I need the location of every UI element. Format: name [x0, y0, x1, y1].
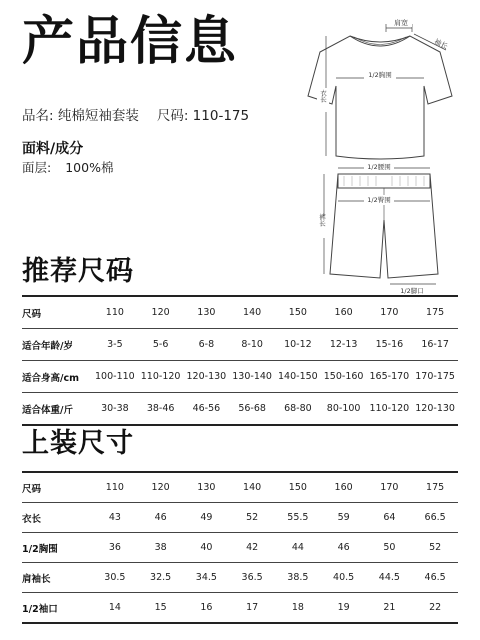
pants-length-label: 裤长: [318, 213, 326, 227]
table-row: [22, 472, 458, 503]
recommend-size-title: 推荐尺码: [22, 256, 134, 287]
table-cell: 170: [380, 307, 399, 318]
table-cell: 46: [337, 542, 350, 553]
table-cell: 44.5: [378, 572, 400, 583]
table-cell: 44: [291, 542, 304, 553]
table-cell: 19: [337, 602, 350, 613]
row-label: 肩袖长: [22, 573, 51, 585]
row-label: 适合体重/斤: [22, 404, 73, 416]
half-hip-label: 1/2臀围: [367, 196, 391, 204]
table-cell: 175: [426, 482, 445, 493]
table-cell: 38-46: [146, 403, 175, 414]
fabric-layer-value: 100%棉: [65, 160, 114, 175]
table-cell: 150: [288, 482, 307, 493]
table-cell: 64: [383, 512, 396, 523]
table-cell: 17: [246, 602, 259, 613]
table-row: [22, 361, 458, 393]
table-cell: 110-120: [369, 403, 410, 414]
product-name: 品名: 纯棉短袖套装: [22, 108, 139, 124]
table-row: [22, 593, 458, 624]
table-cell: 120: [151, 307, 170, 318]
table-cell: 140: [243, 307, 262, 318]
table-cell: 46.5: [424, 572, 446, 583]
table-cell: 5-6: [152, 339, 169, 350]
table-cell: 110-120: [140, 371, 181, 382]
table-cell: 175: [426, 307, 445, 318]
size-range: 尺码: 110-175: [156, 108, 250, 124]
table-cell: 160: [334, 307, 353, 318]
row-label: 尺码: [22, 308, 42, 320]
table-row: [22, 393, 458, 426]
table-cell: 140: [243, 482, 262, 493]
table-cell: 170-175: [415, 371, 455, 382]
table-cell: 160: [334, 482, 353, 493]
table-cell: 50: [383, 542, 396, 553]
table-cell: 80-100: [326, 403, 361, 414]
table-cell: 32.5: [150, 572, 172, 583]
table-cell: 56-68: [238, 403, 266, 414]
row-label: 1/2胸围: [22, 543, 58, 555]
table-cell: 55.5: [287, 512, 309, 523]
table-cell: 46: [154, 512, 167, 523]
table-cell: 52: [429, 542, 442, 553]
table-cell: 15-16: [375, 339, 404, 350]
table-cell: 30.5: [104, 572, 126, 583]
shorts-illustration: [330, 174, 438, 278]
row-label: 1/2袖口: [22, 603, 58, 615]
table-row: [22, 563, 458, 593]
table-cell: 170: [380, 482, 399, 493]
sleeve-length-label: 袖长: [432, 37, 449, 51]
table-cell: 130: [197, 482, 216, 493]
half-waist-label: 1/2腰围: [367, 163, 391, 171]
table-cell: 30-38: [101, 403, 129, 414]
table-cell: 36.5: [241, 572, 263, 583]
row-label: 适合年龄/岁: [22, 340, 73, 352]
table-cell: 18: [291, 602, 304, 613]
table-cell: 46-56: [192, 403, 221, 414]
table-cell: 120-130: [415, 403, 455, 414]
table-cell: 16-17: [421, 339, 449, 350]
table-cell: 66.5: [424, 512, 446, 523]
table-cell: 6-8: [198, 339, 215, 350]
half-chest-label: 1/2胸围: [368, 71, 392, 79]
table-cell: 38: [154, 542, 167, 553]
table-row: [22, 533, 458, 563]
table-cell: 36: [108, 542, 121, 553]
half-leg-opening-label: 1/2脚口: [400, 287, 424, 295]
tshirt-illustration: [308, 36, 452, 159]
table-row: [22, 503, 458, 533]
table-cell: 40: [200, 542, 213, 553]
table-cell: 10-12: [284, 339, 312, 350]
table-cell: 120: [151, 482, 170, 493]
table-cell: 68-80: [284, 403, 312, 414]
table-cell: 3-5: [107, 339, 123, 350]
table-cell: 42: [246, 542, 259, 553]
table-cell: 59: [337, 512, 350, 523]
body-length-label: 衣长: [319, 89, 327, 103]
table-cell: 140-150: [278, 371, 318, 382]
table-cell: 34.5: [195, 572, 217, 583]
table-cell: 21: [383, 602, 396, 613]
top-size-table: [22, 471, 458, 624]
table-cell: 150: [288, 307, 307, 318]
table-cell: 120-130: [186, 371, 227, 382]
table-cell: 15: [154, 602, 167, 613]
product-info-line: [22, 104, 249, 124]
table-cell: 16: [200, 602, 213, 613]
table-cell: 14: [108, 602, 121, 613]
table-cell: 40.5: [333, 572, 355, 583]
table-cell: 22: [429, 602, 442, 613]
measurement-diagram: [290, 6, 470, 296]
table-cell: 12-13: [329, 339, 358, 350]
table-cell: 130: [197, 307, 216, 318]
table-cell: 52: [246, 512, 259, 523]
table-cell: 49: [200, 512, 213, 523]
shoulder-width-label: 肩宽: [394, 19, 408, 27]
row-label: 尺码: [22, 483, 42, 495]
fabric-layer-label: 面层:: [22, 160, 52, 175]
table-cell: 110: [105, 482, 124, 493]
table-row: [22, 296, 458, 329]
table-cell: 110: [105, 307, 124, 318]
row-label: 衣长: [22, 513, 42, 525]
recommend-size-table: [22, 295, 458, 426]
top-size-title: 上装尺寸: [22, 428, 134, 459]
row-label: 适合身高/cm: [22, 372, 80, 384]
fabric-composition: [22, 158, 113, 176]
table-row: [22, 329, 458, 361]
fabric-heading: 面料/成分: [22, 141, 84, 157]
page-title: 产品信息: [22, 12, 239, 72]
table-cell: 8-10: [241, 339, 263, 350]
table-cell: 100-110: [95, 371, 135, 382]
table-cell: 43: [108, 512, 121, 523]
table-cell: 150-160: [323, 371, 364, 382]
table-cell: 165-170: [369, 371, 410, 382]
table-cell: 130-140: [232, 371, 272, 382]
table-cell: 38.5: [287, 572, 309, 583]
